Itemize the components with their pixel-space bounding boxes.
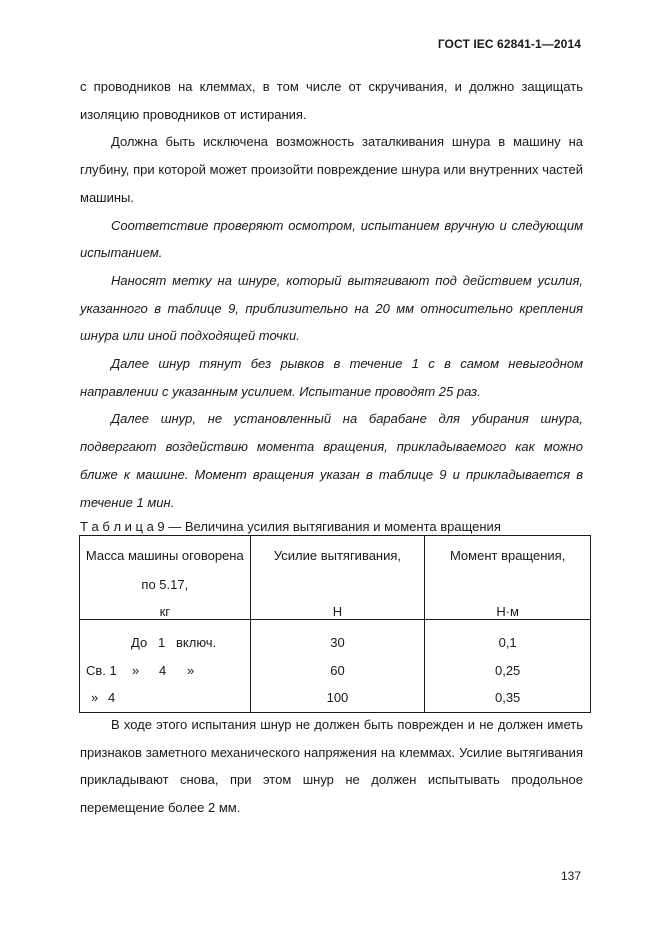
mass-row-1 [80, 629, 250, 657]
mass-row-1-part-3: включ. [176, 635, 217, 650]
header-mass-unit: кг [159, 604, 171, 619]
header-force-line1: Усилие вытягивания, [273, 548, 402, 563]
header-mass [80, 536, 251, 620]
table-container [79, 535, 591, 713]
torque-value-1: 0,1 [498, 635, 517, 650]
paragraph-requirement: Должна быть исключена возможность заталкивания шнура в машину на глубину, при которой может произойти повреждение шнура или внутренних частей машины. [80, 134, 583, 205]
header-torque [425, 536, 591, 620]
torque-value-3: 0,35 [494, 690, 521, 706]
force-value-3: 100 [326, 690, 349, 706]
table-caption: Т а б л и ц а 9 — Величина усилия вытягивания и момента вращения [80, 519, 501, 534]
table-body-row [80, 620, 591, 713]
paragraph-compliance: Соответствие проверяют осмотром, испытанием вручную и следующим испытанием. [80, 217, 583, 261]
body-text [80, 73, 583, 516]
mass-row-3-part-1: » [91, 690, 99, 706]
force-cell [250, 620, 425, 713]
header-mass-line2: по 5.17, [141, 577, 189, 592]
page-number: 137 [560, 869, 581, 883]
force-value-2: 60 [330, 662, 345, 678]
header-force-unit: Н [332, 604, 343, 619]
torque-value-2: 0,25 [494, 662, 521, 678]
mass-row-3-part-2: 4 [108, 690, 116, 706]
mass-row-2-part-1: Св. 1 [86, 662, 117, 678]
header-torque-line1: Момент вращения, [449, 548, 566, 563]
mass-row-1-part-2: 1 [158, 635, 166, 650]
paragraph-mark: Наносят метку на шнуре, который вытягивают под действием усилия, указанного в таблице 9, приблизительно на 20 мм относительно крепления шнура или иной подходящей точки. [80, 272, 583, 344]
body-text-after-table [80, 711, 583, 822]
torque-cell [425, 620, 591, 713]
table-header-row [80, 536, 591, 620]
force-value-1: 30 [330, 635, 345, 650]
mass-cell [80, 620, 251, 713]
paragraph-after-table: В ходе этого испытания шнур не должен быть поврежден и не должен иметь признаков заметного механического напряжения на клеммах. Усилие вытягивания прикладывают снова, при этом шнур не должен испытывать продольное перемещение более 2 мм. [80, 717, 583, 816]
header-torque-unit: Н·м [496, 604, 519, 619]
mass-row-2 [80, 657, 250, 685]
mass-row-2-part-2: » [132, 662, 140, 678]
paragraph-torque-test: Далее шнур, не установленный на барабане для убирания шнура, подвергают воздействию момента вращения, прикладываемого как можно ближе к машине. Момент вращения указан в таблице 9 и прикладывается в течение 1 мин. [80, 411, 583, 510]
mass-row-2-part-3: 4 [159, 662, 167, 678]
mass-row-2-part-4: » [187, 662, 195, 678]
paragraph-pull-test: Далее шнур тянут без рывков в течение 1 с в самом невыгодном направлении с указанным усилием. Испытание проводят 25 раз. [80, 356, 583, 399]
mass-row-1-part-1: До [131, 635, 148, 650]
header-force [250, 536, 425, 620]
paragraph-continuation: с проводников на клеммах, в том числе от скручивания, и должно защищать изоляцию проводников от истирания. [80, 79, 583, 122]
document-header: ГОСТ IEC 62841-1—2014 [437, 37, 581, 51]
mass-row-3 [80, 684, 250, 712]
header-mass-line1: Масса машины оговорена [85, 548, 244, 563]
force-torque-table [79, 535, 591, 713]
